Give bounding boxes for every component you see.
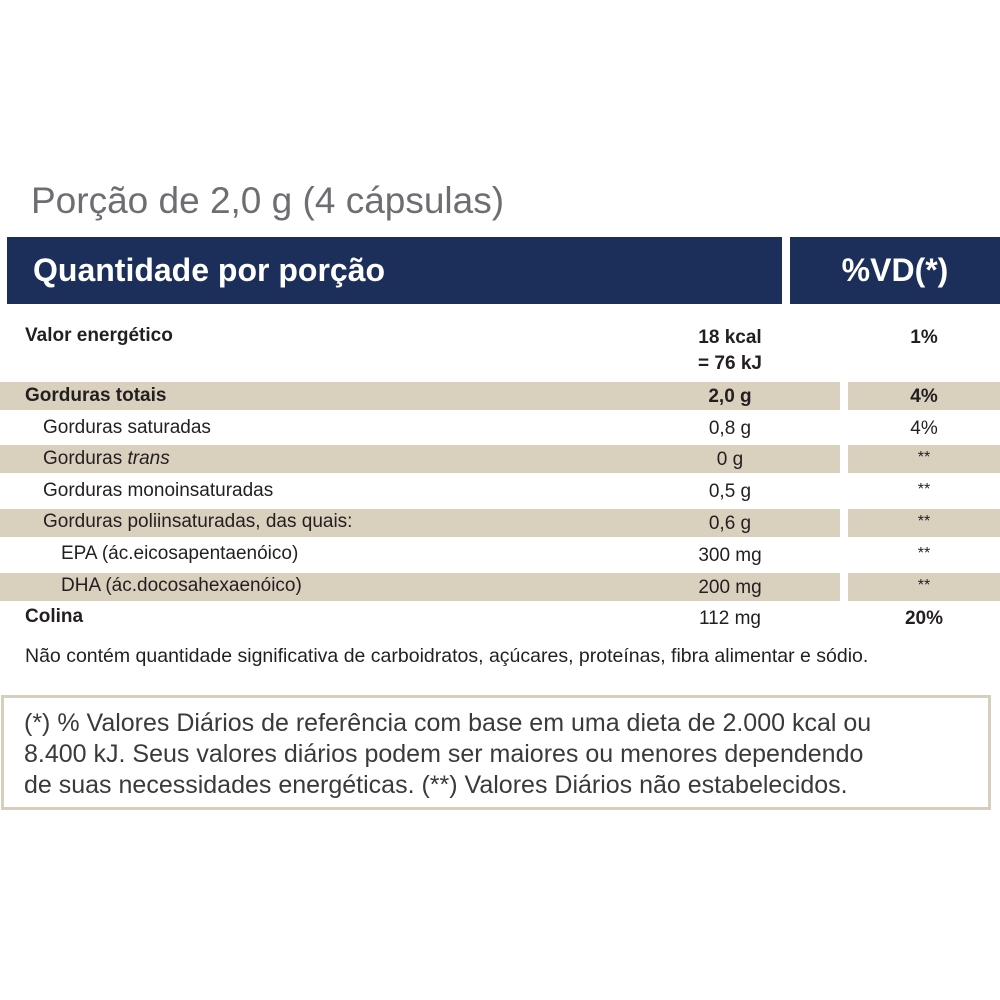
footnote-line: (*) % Valores Diários de referência com base em uma dieta de 2.000 kcal ou (24, 709, 872, 737)
table-row (0, 445, 1000, 473)
row-vd-mono: ** (917, 481, 931, 498)
header-quantity-label: Quantidade por porção (33, 252, 386, 288)
header-vd (790, 237, 1000, 304)
row-label-trans (43, 447, 170, 471)
row-vd-energy: 1% (910, 327, 938, 348)
row-vd-epa: ** (917, 545, 931, 562)
table-row (0, 414, 1000, 442)
footnote-line: de suas necessidades energéticas. (**) Valores Diários não estabelecidos. (24, 771, 848, 799)
row-label-epa: EPA (ác.eicosapentaenóico) (61, 543, 299, 564)
portion-title: Porção de 2,0 g (4 cápsulas) (31, 180, 505, 221)
row-amount-trans: 0 g (716, 449, 744, 470)
row-amount-saturated: 0,8 g (708, 418, 752, 439)
row-amount-energy-kcal: 18 kcal (698, 327, 762, 348)
table-row (0, 324, 1000, 380)
row-vd-trans: ** (917, 449, 931, 466)
header-quantity (7, 237, 782, 304)
row-vd-saturated: 4% (910, 418, 938, 439)
table-row (0, 477, 1000, 505)
footnote-line: 8.400 kJ. Seus valores diários podem ser maiores ou menores dependendo (24, 740, 864, 768)
row-label-mono: Gorduras monoinsaturadas (43, 480, 274, 501)
row-vd-dha: ** (917, 577, 931, 594)
table-row (0, 382, 1000, 410)
row-label-trans-italic: trans (127, 448, 170, 469)
row-label-saturated: Gorduras saturadas (43, 417, 211, 438)
row-label-energy: Valor energético (25, 325, 173, 346)
table-row (0, 541, 1000, 569)
footnote-text (24, 708, 984, 801)
row-label-dha: DHA (ác.docosahexaenóico) (61, 575, 302, 596)
table-row (0, 573, 1000, 601)
row-amount-dha: 200 mg (698, 577, 762, 598)
row-amount-choline: 112 mg (699, 608, 761, 629)
row-amount-epa: 300 mg (698, 545, 762, 566)
footnote-box (1, 695, 991, 810)
table-row (0, 509, 1000, 537)
header-vd-label: %VD(*) (841, 252, 949, 288)
row-amount-poly: 0,6 g (708, 513, 752, 534)
row-vd-choline: 20% (904, 608, 944, 629)
row-vd-total-fat: 4% (910, 386, 938, 407)
table-row (0, 604, 1000, 632)
table-note: Não contém quantidade significativa de carboidratos, açúcares, proteínas, fibra alimentar e sódio. (25, 645, 869, 667)
row-amount-mono: 0,5 g (708, 481, 752, 502)
row-label-poly: Gorduras poliinsaturadas, das quais: (43, 511, 353, 532)
row-label-total-fat: Gorduras totais (25, 385, 167, 406)
row-label-trans-main: Gorduras (43, 448, 128, 469)
row-label-choline: Colina (25, 606, 84, 627)
row-amount-total-fat: 2,0 g (708, 386, 752, 407)
row-vd-poly: ** (917, 513, 931, 530)
row-amount-energy-kj: = 76 kJ (698, 353, 762, 374)
